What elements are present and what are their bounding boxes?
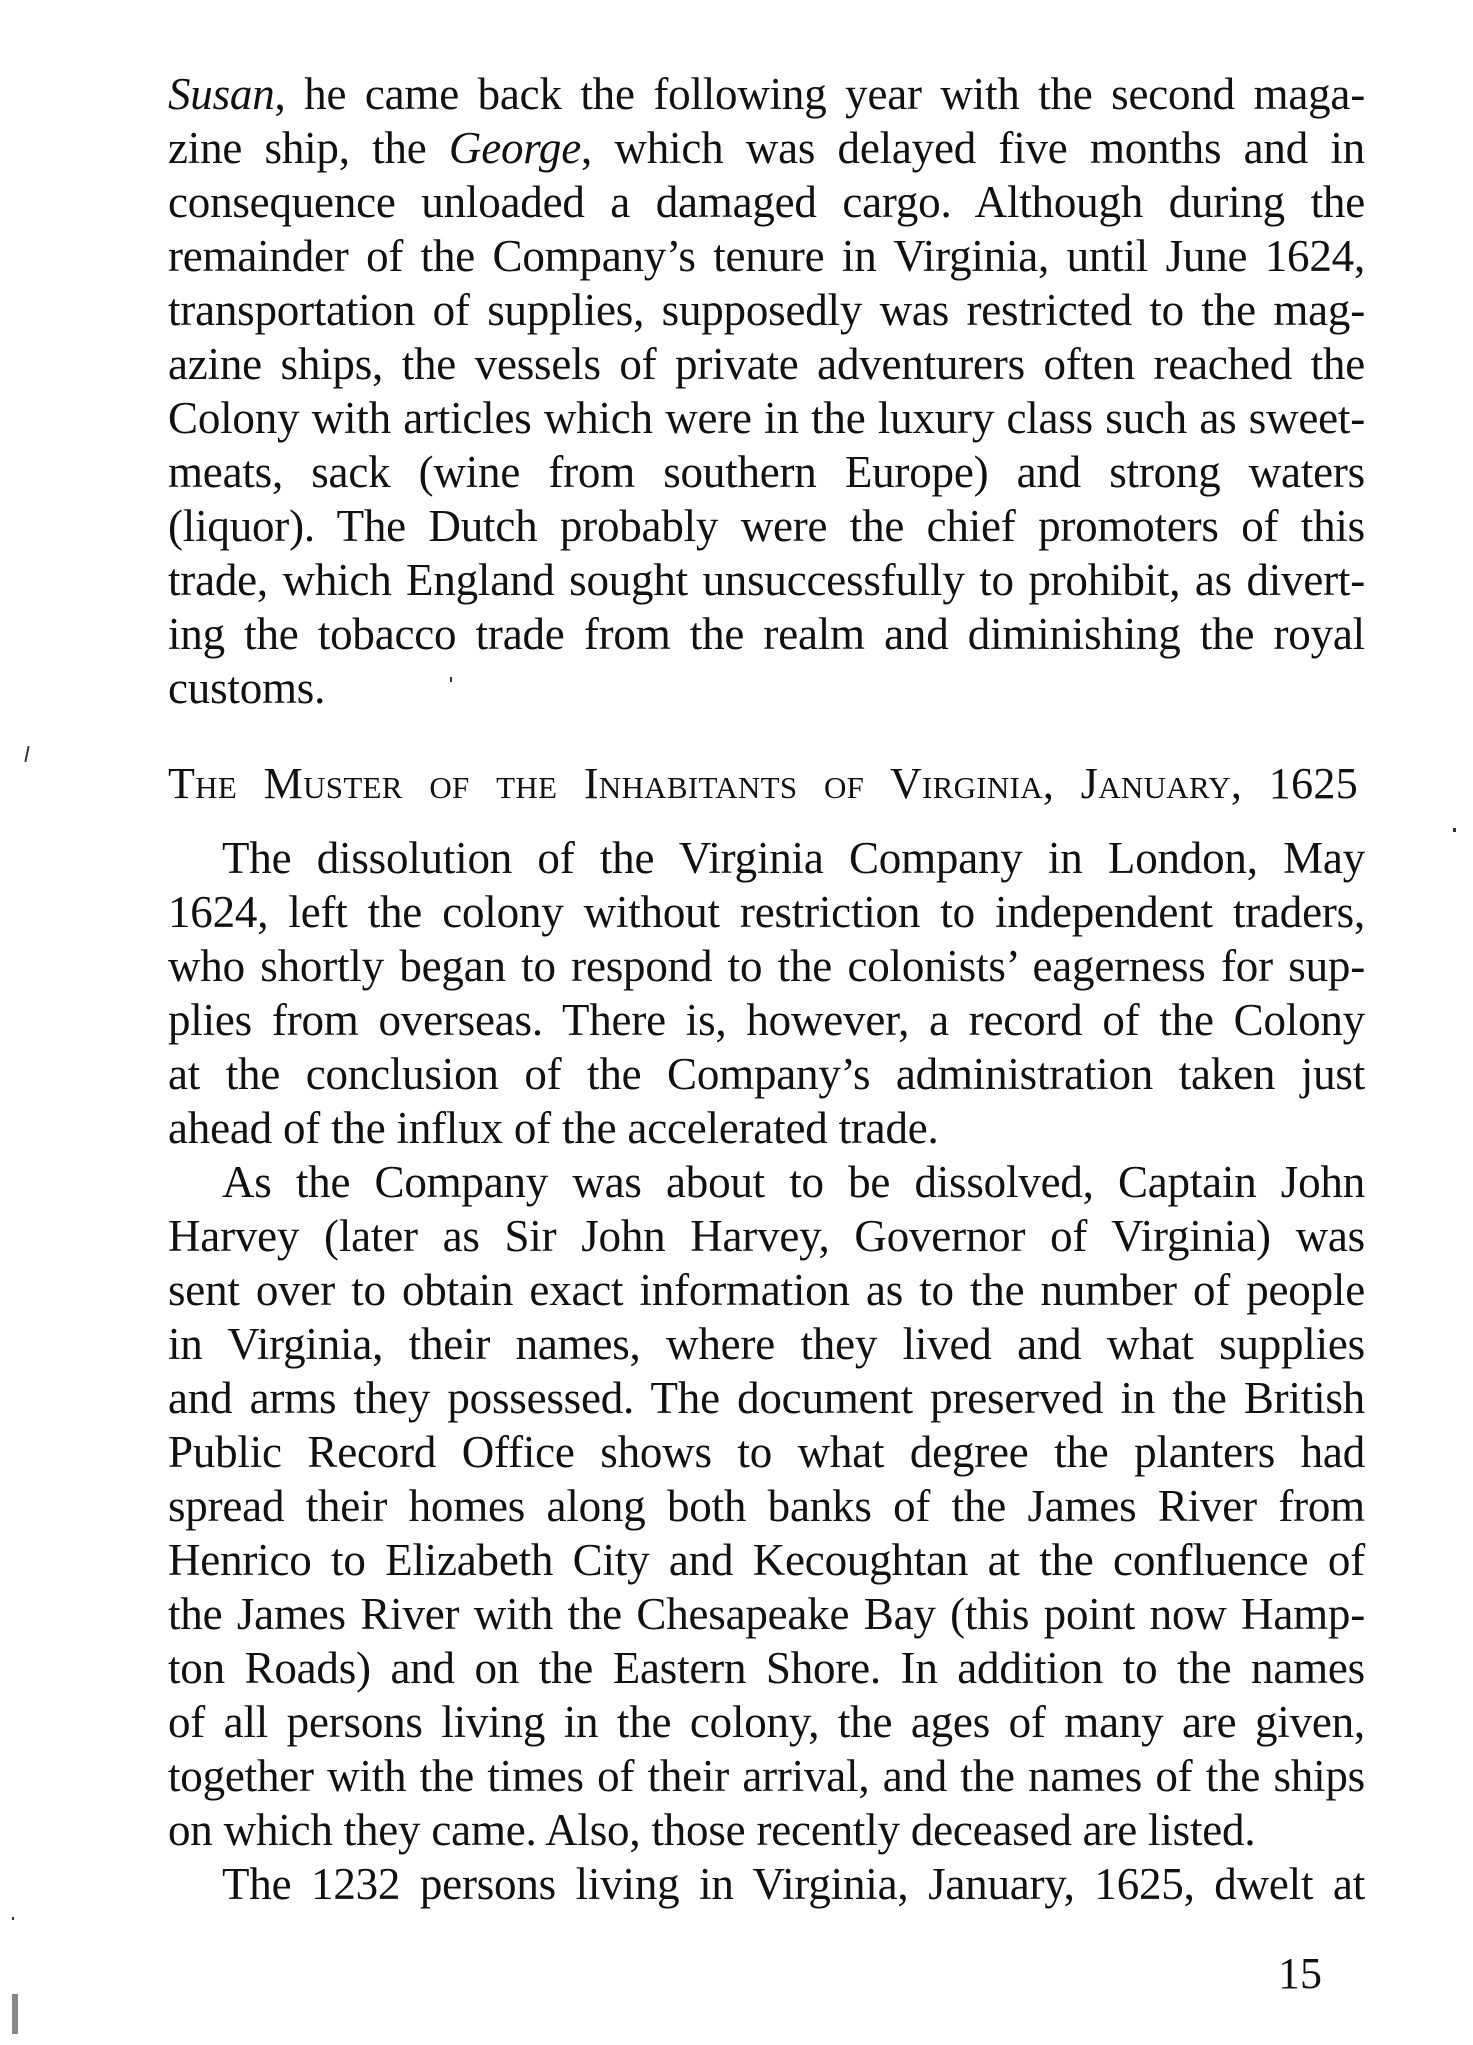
- text-line: in Virginia, their names, where they lived and what supplies: [168, 1319, 1365, 1369]
- text-line: plies from overseas. There is, however, a record of the Colony: [168, 995, 1365, 1045]
- text-line: 1624, left the colony without restriction to independent traders,: [168, 887, 1365, 937]
- text-line: together with the times of their arrival, and the names of the ships: [168, 1751, 1365, 1801]
- margin-speck: [1453, 828, 1456, 832]
- text-line: The dissolution of the Virginia Company in London, May: [222, 833, 1365, 883]
- text-line: azine ships, the vessels of private adventurers often reached the: [168, 339, 1365, 389]
- text-line: zine ship, the George, which was delayed five months and in: [168, 123, 1365, 173]
- text-line: the James River with the Chesapeake Bay (this point now Hamp-: [168, 1589, 1365, 1639]
- text-line: As the Company was about to be dissolved, Captain John: [222, 1157, 1365, 1207]
- text-line: ing the tobacco trade from the realm and diminishing the royal: [168, 609, 1365, 659]
- text-line: transportation of supplies, supposedly was restricted to the mag-: [168, 285, 1365, 335]
- text-line: Henrico to Elizabeth City and Kecoughtan at the confluence of: [168, 1535, 1365, 1585]
- text-line: Susan, he came back the following year with the second maga-: [168, 69, 1365, 119]
- text-line: (liquor). The Dutch probably were the chief promoters of this: [168, 501, 1365, 551]
- ship-name-italic: George: [448, 123, 581, 173]
- text-line: ahead of the influx of the accelerated trade.: [168, 1103, 939, 1153]
- text-line: meats, sack (wine from southern Europe) and strong waters: [168, 447, 1365, 497]
- text-line: on which they came. Also, those recently deceased are listed.: [168, 1805, 1256, 1855]
- page-number: 15: [1278, 1949, 1322, 1998]
- text-line: Public Record Office shows to what degree the planters had: [168, 1427, 1365, 1477]
- ship-name-italic: Susan: [168, 69, 275, 119]
- text-line: Harvey (later as Sir John Harvey, Governor of Virginia) was: [168, 1211, 1365, 1261]
- text-line: who shortly began to respond to the colonists’ eagerness for sup-: [168, 941, 1365, 991]
- text-line: customs.: [168, 663, 326, 713]
- text-line: trade, which England sought unsuccessfully to prohibit, as divert-: [168, 555, 1365, 605]
- text-line: ton Roads) and on the Eastern Shore. In addition to the names: [168, 1643, 1365, 1693]
- margin-mark: [24, 746, 29, 762]
- text-line: Colony with articles which were in the luxury class such as sweet-: [168, 393, 1365, 443]
- text-line: consequence unloaded a damaged cargo. Although during the: [168, 177, 1365, 227]
- margin-speck: [12, 1917, 14, 1920]
- text-line: of all persons living in the colony, the ages of many are given,: [168, 1697, 1365, 1747]
- text-line: sent over to obtain exact information as to the number of people: [168, 1265, 1365, 1315]
- text-line: remainder of the Company’s tenure in Virginia, until June 1624,: [168, 231, 1365, 281]
- margin-speck: [12, 1994, 18, 2034]
- text-line: spread their homes along both banks of the James River from: [168, 1481, 1365, 1531]
- text-line: and arms they possessed. The document preserved in the British: [168, 1373, 1365, 1423]
- text-line: at the conclusion of the Company’s administration taken just: [168, 1049, 1365, 1099]
- section-heading: The Muster of the Inhabitants of Virginia, January, 1625: [168, 759, 1358, 808]
- text-line: The 1232 persons living in Virginia, January, 1625, dwelt at: [222, 1859, 1365, 1909]
